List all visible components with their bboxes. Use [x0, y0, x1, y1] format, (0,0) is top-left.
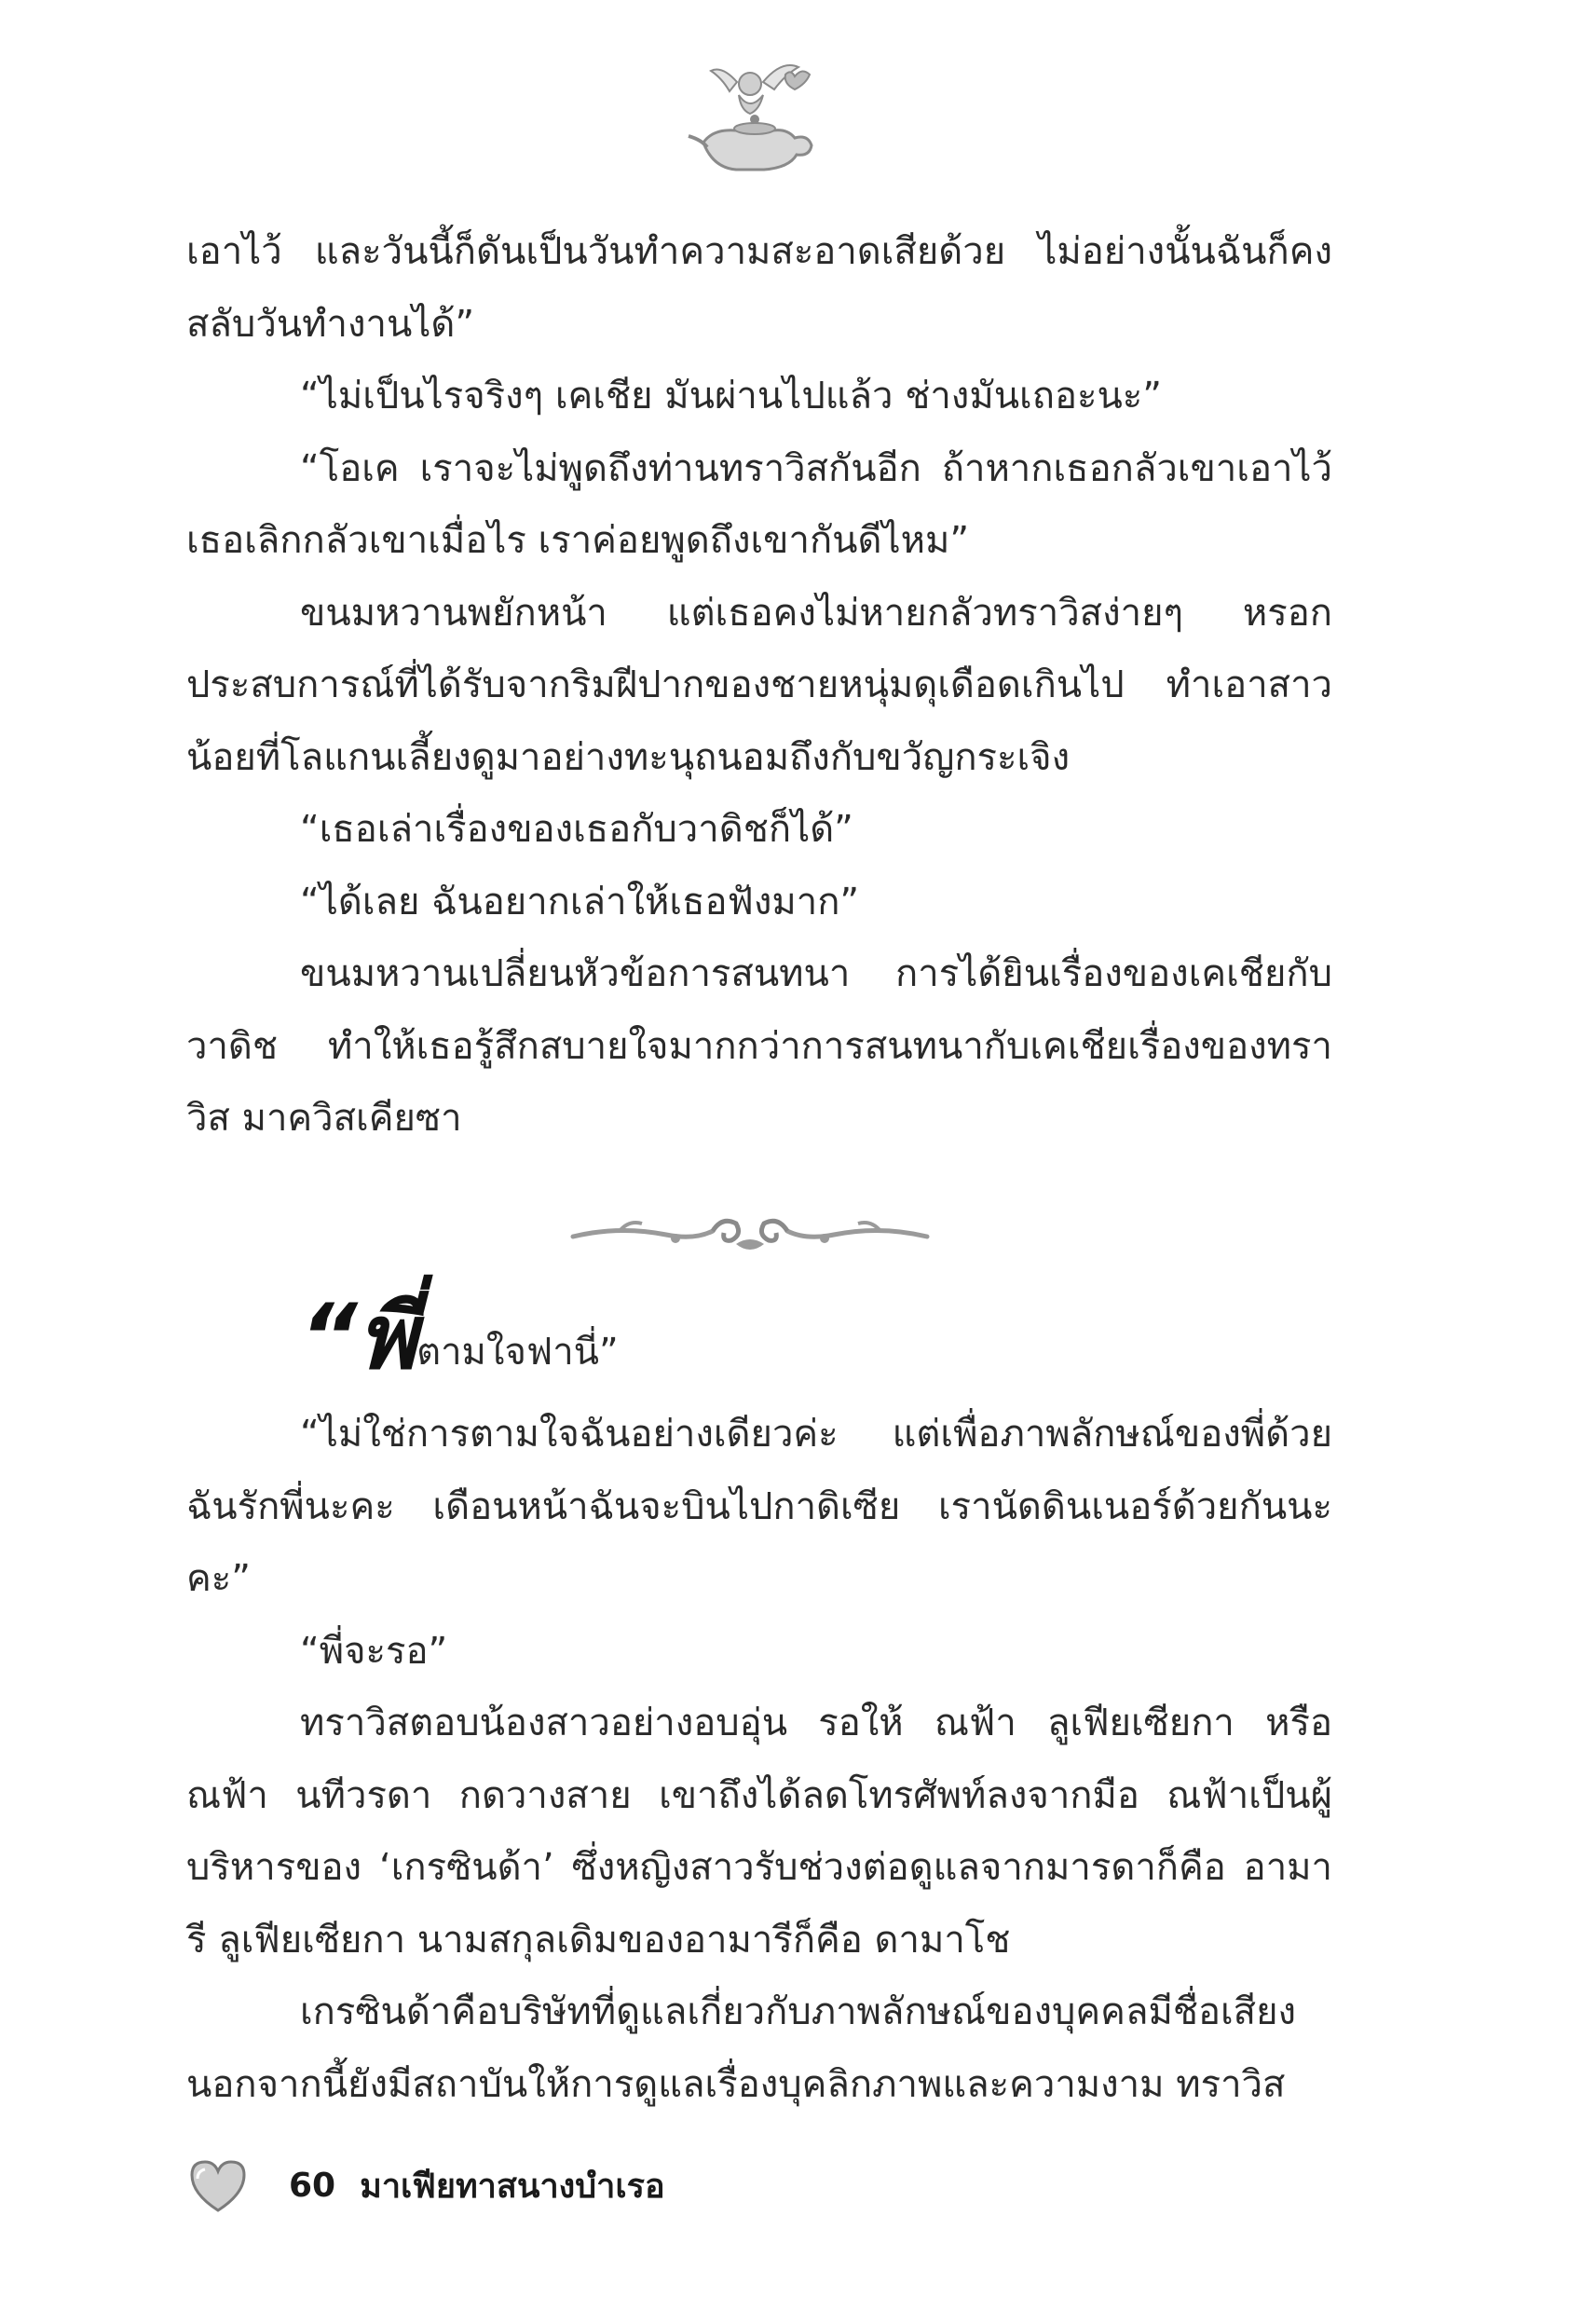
page-number: 60 — [289, 2166, 336, 2205]
heart-icon — [186, 2156, 250, 2214]
page-footer — [186, 2153, 665, 2218]
paragraph: ขนมหวานเปลี่ยนหัวข้อการสนทนา การได้ยินเรื่องของเคเชียกับวาดิช ทำให้เธอรู้สึกสบายใจมากกว่าการสนทนากับเคเชียเรื่องของทราวิส มาควิสเคียซา — [186, 952, 1332, 1140]
cupid-teapot-icon — [685, 54, 820, 180]
paragraph: ทราวิสตอบน้องสาวอย่างอบอุ่น รอให้ ณฟ้า ลูเฟียเซียกา หรือ ณฟ้า นทีวรดา กดวางสาย เขาถึงได้ลดโทรศัพท์ลงจากมือ ณฟ้าเป็นผู้บริหารของ ‘เกรซินด้า’ ซึ่งหญิงสาวรับช่วงต่อดูแลจากมารดาก็คือ อามารี ลูเฟียเซียกา นามสกุลเดิมของอามารีก็คือ ดามาโช — [186, 1702, 1332, 1962]
dropcap: “พี่ — [300, 1285, 417, 1389]
paragraph: “โอเค เราจะไม่พูดถึงท่านทราวิสกันอีก ถ้าหากเธอกลัวเขาเอาไว้เธอเลิกกลัวเขาเมื่อไร เราค่อยพูดถึงเขากันดีไหม” — [186, 446, 1332, 562]
dropcap-line — [186, 1285, 1332, 1399]
book-title: มาเฟียทาสนางบำเรอ — [360, 2167, 665, 2206]
paragraph: “ได้เลย ฉันอยากเล่าให้เธอฟังมาก” — [300, 880, 860, 923]
body-text-top — [186, 216, 1332, 1156]
body-text-bottom — [186, 1285, 1332, 2121]
paragraph: “พี่จะรอ” — [300, 1629, 448, 1673]
flourish-divider-icon — [564, 1207, 936, 1263]
paragraph: เกรซินด้าคือบริษัทที่ดูแลเกี่ยวกับภาพลักษณ์ของบุคคลมีชื่อเสียง นอกจากนี้ยังมีสถาบันให้การดูแลเรื่องบุคลิกภาพและความงาม ทราวิส — [186, 1990, 1297, 2106]
paragraph: “ไม่เป็นไรจริงๆ เคเชีย มันผ่านไปแล้ว ช่างมันเถอะนะ” — [300, 375, 1162, 417]
paragraph: เอาไว้ และวันนี้ก็ดันเป็นวันทำความสะอาดเสียด้วย ไม่อย่างนั้นฉันก็คงสลับวันทำงานได้” — [186, 230, 1332, 346]
paragraph: “เธอเล่าเรื่องของเธอกับวาดิชก็ได้” — [300, 808, 853, 851]
paragraph: ขนมหวานพยักหน้า แต่เธอคงไม่หายกลัวทราวิสง่ายๆ หรอก ประสบการณ์ที่ได้รับจากริมฝีปากของชายหนุ่มดุเดือดเกินไป ทำเอาสาวน้อยที่โลแกนเลี้ยงดูมาอย่างทะนุถนอมถึงกับขวัญกระเจิง — [186, 591, 1332, 779]
dropcap-rest: ตามใจฟานี่” — [416, 1331, 619, 1374]
paragraph: “ไม่ใช่การตามใจฉันอย่างเดียวค่ะ แต่เพื่อภาพลักษณ์ของพี่ด้วย ฉันรักพี่นะคะ เดือนหน้าฉันจะบินไปกาดิเซีย เรานัดดินเนอร์ด้วยกันนะคะ” — [186, 1413, 1332, 1600]
